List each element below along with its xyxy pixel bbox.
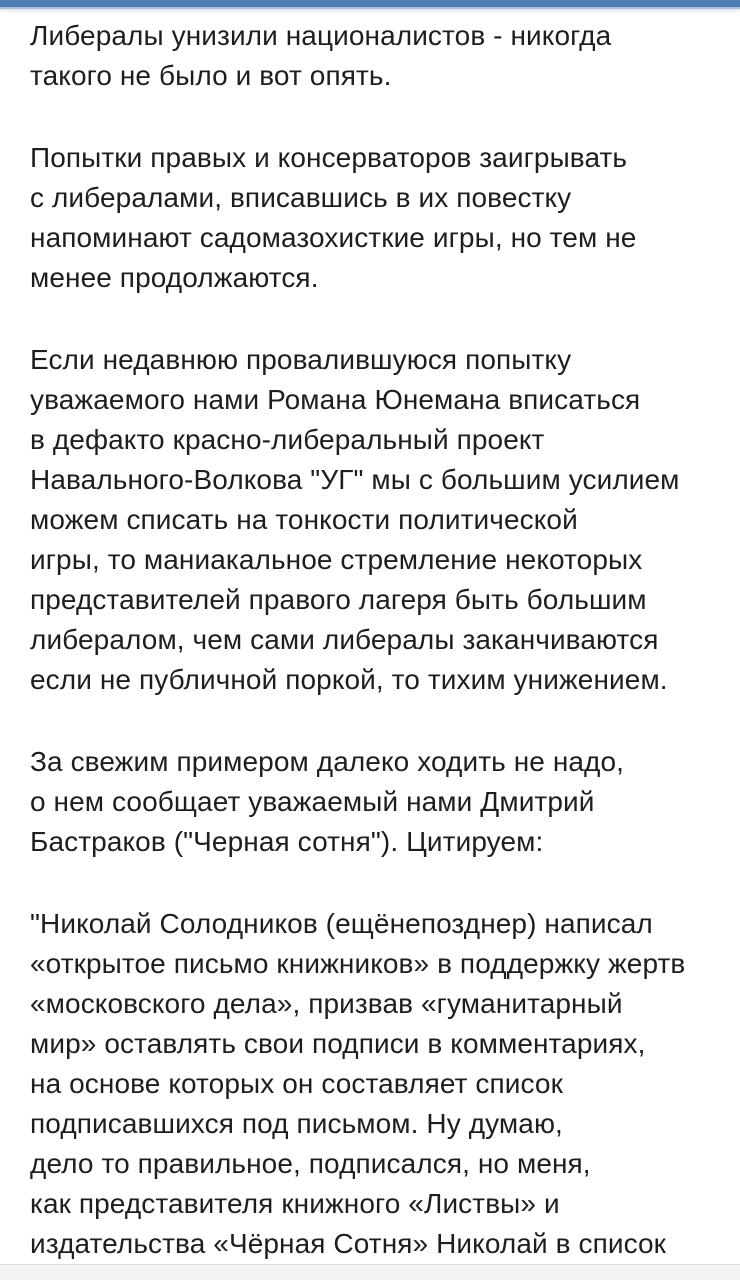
text-line: напоминают садомазохисткие игры, но тем не bbox=[30, 222, 637, 253]
text-line: Попытки правых и консерваторов заигрывать bbox=[30, 142, 628, 173]
text-line: если не публичной поркой, то тихим унижением. bbox=[30, 664, 668, 695]
text-line: Навального-Волкова "УГ" мы с большим усилием bbox=[30, 464, 680, 495]
text-line: За свежим примером далеко ходить не надо, bbox=[30, 746, 625, 777]
paragraph bbox=[30, 16, 716, 96]
text-line: уважаемого нами Романа Юнемана вписаться bbox=[30, 384, 641, 415]
post-text bbox=[0, 9, 740, 1264]
text-line: Либералы унизили националистов - никогда bbox=[30, 20, 612, 51]
text-line: менее продолжаются. bbox=[30, 262, 319, 293]
text-line: представителей правого лагеря быть большим bbox=[30, 584, 647, 615]
text-line: на основе которых он составляет список bbox=[30, 1068, 563, 1099]
text-line: дело то правильное, подписался, но меня, bbox=[30, 1148, 591, 1179]
paragraph bbox=[30, 904, 716, 1264]
paragraph bbox=[30, 138, 716, 298]
text-line: мир» оставлять свои подписи в комментариях, bbox=[30, 1028, 646, 1059]
text-line: подписавшихся под письмом. Ну думаю, bbox=[30, 1108, 563, 1139]
text-line: "Николай Солодников (ещёнепозднер) написал bbox=[30, 908, 653, 939]
text-line: «открытое письмо книжников» в поддержку жертв bbox=[30, 948, 686, 979]
text-line: издательства «Чёрная Сотня» Николай в список bbox=[30, 1228, 667, 1259]
text-line: такого не было и вот опять. bbox=[30, 60, 392, 91]
bottom-panel-edge bbox=[0, 1264, 740, 1280]
text-line: Если недавнюю провалившуюся попытку bbox=[30, 344, 572, 375]
header-edge-bar bbox=[0, 0, 740, 9]
text-line: о нем сообщает уважаемый нами Дмитрий bbox=[30, 786, 595, 817]
text-line: игры, то маниакальное стремление некоторых bbox=[30, 544, 643, 575]
paragraph bbox=[30, 340, 716, 700]
text-line: в дефакто красно-либеральный проект bbox=[30, 424, 545, 455]
text-line: либералом, чем сами либералы заканчиваются bbox=[30, 624, 659, 655]
text-line: Бастраков ("Черная сотня"). Цитируем: bbox=[30, 826, 544, 857]
text-line: с либералами, вписавшись в их повестку bbox=[30, 182, 572, 213]
paragraph bbox=[30, 742, 716, 862]
text-line: как представителя книжного «Листвы» и bbox=[30, 1188, 560, 1219]
text-line: «московского дела», призвав «гуманитарный bbox=[30, 988, 623, 1019]
text-line: можем списать на тонкости политической bbox=[30, 504, 578, 535]
